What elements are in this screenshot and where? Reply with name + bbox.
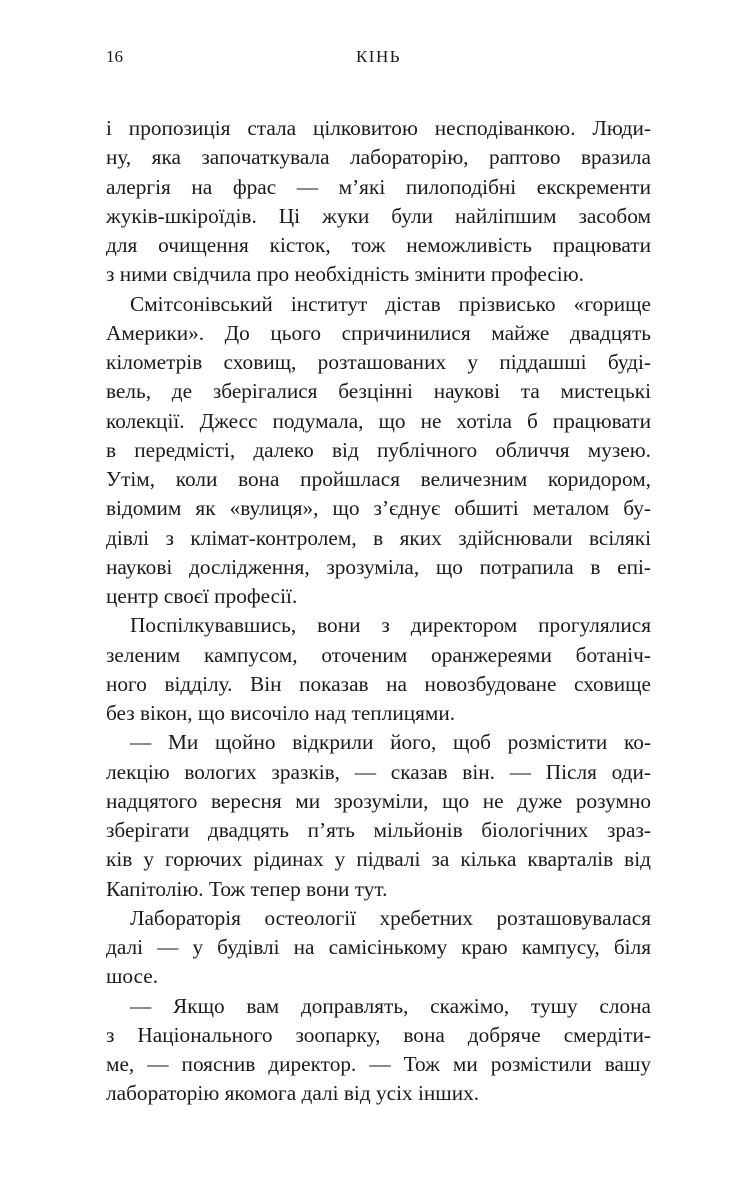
- text-line: відомим як «вулиця», що з’єднує обшиті металом бу-: [106, 496, 651, 521]
- text-line: Поспілкувавшись, вони з директором прогулялися: [130, 613, 651, 638]
- page-number: 16: [106, 47, 123, 66]
- paragraph: [106, 611, 651, 728]
- text-line: Лабораторія остеології хребетних розташовувалася: [130, 905, 651, 930]
- text-line: ну, яка започаткувала лабораторію, раптово вразила: [106, 145, 651, 170]
- text-line: з Національного зоопарку, вона добряче смердіти-: [106, 1022, 651, 1047]
- text-line: в передмісті, далеко від публічного обличчя музею.: [106, 437, 651, 462]
- text-line: Смітсонівський інститут дістав прізвисько «горище: [130, 291, 651, 316]
- text-line: далі — у будівлі на самісінькому краю кампусу, біля: [106, 935, 651, 959]
- text-line: шосе.: [106, 964, 159, 989]
- page-header: [106, 47, 651, 73]
- text-line: зеленим кампусом, оточеним оранжереями ботаніч-: [106, 642, 651, 667]
- text-line: вель, де зберігалися безцінні наукові та мистецькі: [106, 379, 651, 404]
- text-line: надцятого вересня ми зрозуміли, що не дуже розумно: [106, 788, 651, 813]
- text-line: Утім, коли вона пройшлася величезним коридором,: [106, 467, 651, 491]
- text-line: кілометрів сховищ, розташованих у піддашші буді-: [106, 350, 651, 374]
- text-line: центр своєї професії.: [106, 584, 298, 608]
- text-line: лекцію вологих зразків, — сказав він. — Після оди-: [106, 759, 651, 784]
- paragraph: [106, 728, 651, 904]
- text-line: жуків-шкіроїдів. Ці жуки були найліпшим засобом: [106, 203, 651, 228]
- text-line: дівлі з клімат-контролем, в яких здійснювали всілякі: [106, 525, 651, 550]
- body-text: [106, 114, 651, 1109]
- text-line: ків у горючих рідинах у підвалі за кілька кварталів від: [106, 847, 651, 872]
- text-line: Америки». До цього спричинилися майже двадцять: [106, 320, 651, 345]
- text-line: — Якщо вам доправлять, скажімо, тушу слона: [130, 993, 651, 1018]
- text-line: зберігати двадцять п’ять мільйонів біологічних зраз-: [106, 818, 651, 842]
- text-line: наукові дослідження, зрозуміла, що потрапила в епі-: [106, 554, 651, 579]
- text-line: і пропозиція стала цілковитою несподіванкою. Люди-: [106, 116, 651, 140]
- paragraph: [106, 114, 651, 290]
- text-line: з ними свідчила про необхідність змінити професію.: [106, 262, 584, 287]
- text-line: ме, — пояснив директор. — Тож ми розмістили вашу: [106, 1052, 651, 1076]
- text-line: ного відділу. Він показав на новозбудоване сховище: [106, 671, 651, 696]
- text-line: для очищення кісток, тож неможливість працювати: [106, 233, 651, 257]
- text-line: Капітолію. Тож тепер вони тут.: [106, 876, 388, 901]
- paragraph: [106, 992, 651, 1109]
- text-line: — Ми щойно відкрили його, щоб розмістити ко-: [130, 730, 651, 755]
- text-line: лабораторію якомога далі від усіх інших.: [106, 1081, 480, 1106]
- paragraph: [106, 290, 651, 612]
- paragraph: [106, 904, 651, 992]
- text-line: без вікон, що височіло над теплицями.: [106, 701, 456, 725]
- running-title: КІНЬ: [355, 47, 402, 66]
- text-line: колекції. Джесс подумала, що не хотіла б працювати: [106, 408, 651, 433]
- text-line: алергія на фрас — м’які пилоподібні екскременти: [106, 174, 651, 199]
